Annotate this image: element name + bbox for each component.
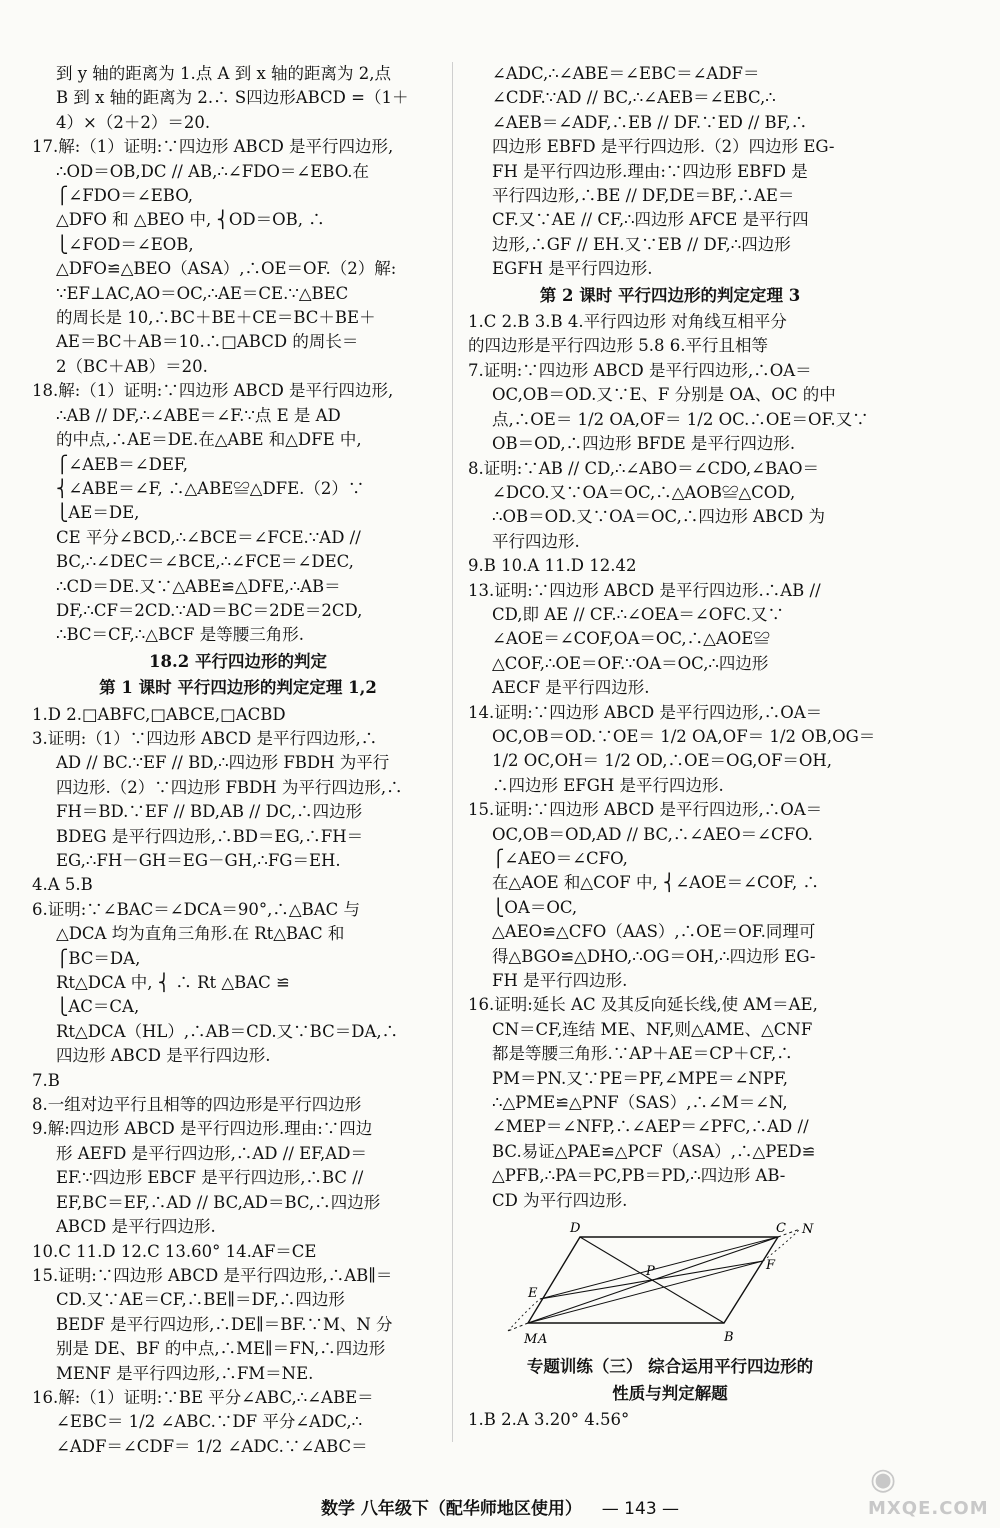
right-line-21: 13.证明:∵四边形 ABCD 是平行四边形.∴AB //	[468, 580, 821, 600]
right-line-29: ∴四边形 EFGH 是平行四边形.	[492, 775, 724, 795]
parallelogram-diagram	[524, 1219, 818, 1348]
right-line-2: ∠AEB＝∠ADF,∴EB // DF.∵ED // BF,∴	[492, 112, 808, 132]
left-line-38: ⎩AC＝CA,	[56, 997, 140, 1017]
right-line-0: ∠ADC,∴∠ABE＝∠EBC＝∠ADF＝	[492, 64, 760, 83]
right-line-15: OB＝OD,∴四边形 BFDE 是平行四边形.	[492, 434, 796, 454]
right-column-body	[468, 62, 876, 1213]
left-line-44: 形 AEFD 是平行四边形,∴AD // EF,AD＝	[56, 1143, 367, 1163]
right-line-11: 的四边形是平行四边形 5.8 6.平行且相等	[468, 336, 768, 356]
left-line-21: ∴CD＝DE.又∵△ABE≌△DFE,∴AB＝	[56, 576, 341, 596]
left-column	[32, 62, 444, 1459]
left-line-26: 1.D 2.□ABFC,□ABCE,□ACBD	[32, 704, 286, 724]
left-line-8: △DFO≌△BEO（ASA）,∴OE＝OF.（2）解:	[56, 259, 397, 279]
right-line-24: △COF,∴OE＝OF.∵OA＝OC,∴四边形	[492, 653, 769, 673]
right-line-4: FH 是平行四边形.理由:∵四边形 EBFD 是	[492, 161, 808, 181]
left-line-4: ∴OD＝OB,DC // AB,∴∠FDO＝∠EBO.在	[56, 161, 370, 181]
answer-logo-icon: ◉	[870, 1462, 897, 1497]
left-line-43: 9.解:四边形 ABCD 是平行四边形.理由:∵四边	[32, 1119, 373, 1139]
left-line-3: 17.解:（1）证明:∵四边形 ABCD 是平行四边形,	[32, 137, 394, 157]
label-c: C	[776, 1221, 786, 1237]
left-line-46: EF,BC＝EF,∴AD // BC,AD＝BC,∴四边形	[56, 1192, 381, 1212]
section-heading-25: 第 1 课时 平行四边形的判定定理 1,2	[99, 678, 377, 698]
left-line-5: ⎧∠FDO＝∠EBO,	[56, 186, 194, 206]
left-line-22: DF,∴CF＝2CD.∵AD＝BC＝2DE＝2CD,	[56, 600, 363, 620]
right-line-45: △PFB,∴PA＝PC,PB＝PD,∴四边形 AB-	[492, 1166, 786, 1186]
page-footer	[0, 1494, 1000, 1519]
right-column-tail	[468, 1355, 872, 1432]
section-heading-1: 性质与判定解题	[612, 1383, 728, 1403]
left-line-14: ∴AB // DF,∴∠ABE＝∠F.∵点 E 是 AD	[56, 405, 341, 425]
left-line-36: ⎧BC＝DA,	[56, 948, 141, 968]
footer-text: 数学 八年级下（配华师地区使用）	[320, 1499, 582, 1519]
left-line-55: ∠EBC＝ 1/2 ∠ABC.∵DF 平分∠ADC,∴	[56, 1412, 363, 1432]
left-line-33: 4.A 5.B	[32, 875, 93, 895]
left-line-53: MENF 是平行四边形,∴FM＝NE.	[56, 1363, 314, 1383]
label-f: F	[766, 1258, 776, 1274]
left-line-49: 15.证明:∵四边形 ABCD 是平行四边形,∴AB∥＝	[32, 1265, 393, 1285]
right-line-42: ∴△PME≌△PNF（SAS）,∴∠M＝∠N,	[492, 1093, 788, 1113]
right-line-43: ∠MEP＝∠NFP,∴∠AEP＝∠PFC,∴AD //	[492, 1117, 809, 1137]
left-line-13: 18.解:（1）证明:∵四边形 ABCD 是平行四边形,	[32, 381, 394, 401]
left-line-48: 10.C 11.D 12.C 13.60° 14.AF＝CE	[32, 1241, 317, 1261]
right-line-36: 得△BGO≌△DHO,∴OG＝OH,∴四边形 EG-	[492, 946, 816, 966]
left-line-12: 2（BC＋AB）＝20.	[56, 356, 208, 376]
right-line-34: ⎩OA＝OC,	[492, 897, 578, 917]
left-line-6: △DFO 和 △BEO 中, ⎨OD＝OB, ∴	[56, 210, 325, 230]
left-line-41: 7.B	[32, 1070, 60, 1090]
right-line-14: 点,∴OE＝ 1/2 OA,OF＝ 1/2 OC.∴OE＝OF.又∵	[492, 409, 869, 429]
right-line-41: PM＝PN.又∵PE＝PF,∠MPE＝∠NPF,	[492, 1068, 788, 1088]
column-divider	[452, 62, 453, 1442]
left-line-51: BEDF 是平行四边形,∴DE∥＝BF.∵M、N 分	[56, 1314, 393, 1334]
right-line-20: 9.B 10.A 11.D 12.42	[468, 556, 637, 576]
left-line-10: 的周长是 10,∴BC＋BE＋CE＝BC＋BE＋	[56, 308, 376, 328]
label-b: B	[724, 1330, 734, 1346]
right-line-33: 在△AOE 和△COF 中, ⎨∠AOE＝∠COF, ∴	[492, 873, 819, 893]
right-line-46: CD 为平行四边形.	[492, 1190, 628, 1210]
label-a: A	[538, 1332, 548, 1348]
right-line-19: 平行四边形.	[492, 531, 580, 551]
tail-line-2: 1.B 2.A 3.20° 4.56°	[468, 1409, 630, 1429]
right-line-8: EGFH 是平行四边形.	[492, 259, 653, 279]
left-line-54: 16.解:（1）证明:∵BE 平分∠ABC,∴∠ABE＝	[32, 1387, 374, 1407]
right-line-10: 1.C 2.B 3.B 4.平行四边形 对角线互相平分	[468, 312, 787, 332]
right-line-27: OC,OB＝OD.∵OE＝ 1/2 OA,OF＝ 1/2 OB,OG＝	[492, 726, 876, 746]
label-m: M	[524, 1332, 538, 1348]
right-line-31: OC,OB＝OD,AD // BC,∴∠AEO＝∠CFO.	[492, 824, 813, 844]
left-line-34: 6.证明:∵∠BAC＝∠DCA＝90°,∴△BAC 与	[32, 899, 360, 919]
parallelogram-figure	[524, 1219, 818, 1348]
right-line-13: OC,OB＝OD.又∵E、F 分别是 OA、OC 的中	[492, 385, 836, 405]
left-line-2: 4）×（2＋2）＝20.	[56, 112, 211, 132]
right-line-30: 15.证明:∵四边形 ABCD 是平行四边形,∴OA＝	[468, 800, 823, 820]
right-line-26: 14.证明:∵四边形 ABCD 是平行四边形,∴OA＝	[468, 702, 823, 722]
section-heading-9: 第 2 课时 平行四边形的判定定理 3	[539, 285, 801, 305]
right-line-17: ∠DCO.又∵OA＝OC,∴△AOB≌△COD,	[492, 482, 796, 502]
label-p: P	[646, 1264, 655, 1280]
right-line-40: 都是等腰三角形.∵AP＋AE＝CP＋CF,∴	[492, 1044, 793, 1064]
left-line-7: ⎩∠FOD＝∠EOB,	[56, 234, 194, 254]
page-number: — 143 —	[601, 1499, 680, 1519]
right-column	[468, 62, 876, 1432]
right-line-22: CD,即 AE // CF.∴∠OEA＝∠OFC.又∵	[492, 604, 784, 624]
right-line-18: ∴OB＝OD.又∵OA＝OC,∴四边形 ABCD 为	[492, 507, 826, 527]
left-line-40: 四边形 ABCD 是平行四边形.	[56, 1046, 271, 1066]
label-e: E	[528, 1286, 538, 1302]
left-line-39: Rt△DCA（HL）,∴AB＝CD.又∵BC＝DA,∴	[56, 1021, 399, 1041]
left-line-20: BC,∴∠DEC＝∠BCE,∴∠FCE＝∠DEC,	[56, 552, 354, 572]
left-line-42: 8.一组对边平行且相等的四边形是平行四边形	[32, 1095, 362, 1115]
right-line-37: FH 是平行四边形.	[492, 971, 628, 991]
left-line-35: △DCA 均为直角三角形.在 Rt△BAC 和	[56, 924, 345, 944]
left-line-56: ∠ADF＝∠CDF＝ 1/2 ∠ADC.∵∠ABC＝	[56, 1436, 368, 1456]
right-line-5: 平行四边形,∴BE // DF,DE＝BF,∴AE＝	[492, 186, 795, 206]
left-line-45: EF.∵四边形 EBCF 是平行四边形,∴BC //	[56, 1168, 364, 1188]
left-line-1: B 到 x 轴的距离为 2.∴ S四边形ABCD =（1＋	[56, 88, 409, 108]
right-line-16: 8.证明:∵AB // CD,∴∠ABO＝∠CDO,∠BAO＝	[468, 458, 820, 478]
left-line-32: EG,∴FH－GH＝EG－GH,∴FG＝EH.	[56, 851, 341, 870]
left-line-30: FH＝BD.∵EF // BD,AB // DC,∴四边形	[56, 802, 363, 822]
right-line-12: 7.证明:∵四边形 ABCD 是平行四边形,∴OA＝	[468, 360, 812, 380]
label-d: D	[570, 1221, 581, 1237]
right-line-23: ∠AOE＝∠COF,OA＝OC,∴△AOE≌	[492, 629, 770, 649]
right-line-1: ∠CDF.∵AD // BC,∴∠AEB＝∠EBC,∴	[492, 88, 776, 108]
watermark-site: MXQE.COM	[868, 1498, 989, 1519]
left-line-19: CE 平分∠BCD,∴∠BCE＝∠FCE.∵AD //	[56, 527, 361, 547]
section-heading-0: 专题训练（三） 综合运用平行四边形的	[526, 1357, 814, 1377]
section-heading-24: 18.2 平行四边形的判定	[149, 651, 327, 671]
left-line-29: 四边形.（2）∵四边形 FBDH 为平行四边形,∴	[56, 777, 403, 797]
right-line-38: 16.证明:延长 AC 及其反向延长线,使 AM＝AE,	[468, 995, 818, 1015]
left-line-23: ∴BC＝CF,∴△BCF 是等腰三角形.	[56, 625, 304, 645]
right-line-32: ⎧∠AEO＝∠CFO,	[492, 849, 628, 868]
right-line-28: 1/2 OC,OH＝ 1/2 OD,∴OE＝OG,OF＝OH,	[492, 751, 833, 771]
watermark	[862, 1462, 992, 1522]
left-line-27: 3.证明:（1）∵四边形 ABCD 是平行四边形,∴	[32, 728, 378, 748]
left-line-18: ⎩AE＝DE,	[56, 503, 140, 523]
left-line-15: 的中点,∴AE＝DE.在△ABE 和△DFE 中,	[56, 430, 362, 450]
left-line-11: AE＝BC＋AB＝10.∴□ABCD 的周长＝	[56, 332, 359, 352]
left-line-17: ⎨∠ABE＝∠F, ∴△ABE≌△DFE.（2）∵	[56, 478, 365, 498]
left-line-9: ∵EF⊥AC,AO＝OC,∴AE＝CE.∵△BEC	[56, 283, 349, 303]
right-line-39: CN＝CF,连结 ME、NF,则△AME、△CNF	[492, 1019, 813, 1039]
left-line-52: 别是 DE、BF 的中点,∴ME∥＝FN,∴四边形	[56, 1339, 386, 1359]
right-line-3: 四边形 EBFD 是平行四边形.（2）四边形 EG-	[492, 137, 835, 157]
right-line-25: AECF 是平行四边形.	[492, 678, 650, 698]
right-line-7: 边形,∴GF // EH.又∵EB // DF,∴四边形	[492, 234, 791, 254]
right-line-35: △AEO≌△CFO（AAS）,∴OE＝OF.同理可	[492, 922, 816, 942]
left-line-47: ABCD 是平行四边形.	[56, 1217, 216, 1237]
left-line-37: Rt△DCA 中, ⎨ ∴ Rt △BAC ≌	[56, 973, 290, 993]
left-line-16: ⎧∠AEB＝∠DEF,	[56, 454, 189, 474]
left-line-50: CD.又∵AE＝CF,∴BE∥＝DF,∴四边形	[56, 1290, 345, 1310]
label-n: N	[802, 1222, 814, 1238]
left-line-0: 到 y 轴的距离为 1.点 A 到 x 轴的距离为 2,点	[56, 64, 391, 83]
left-line-31: BDEG 是平行四边形,∴BD＝EG,∴FH＝	[56, 826, 364, 846]
right-line-6: CF.又∵AE // CF,∴四边形 AFCE 是平行四	[492, 210, 809, 230]
left-line-28: AD // BC.∵EF // BD,∴四边形 FBDH 为平行	[56, 753, 390, 773]
right-line-44: BC.易证△PAE≌△PCF（ASA）,∴△PED≌	[492, 1141, 816, 1161]
